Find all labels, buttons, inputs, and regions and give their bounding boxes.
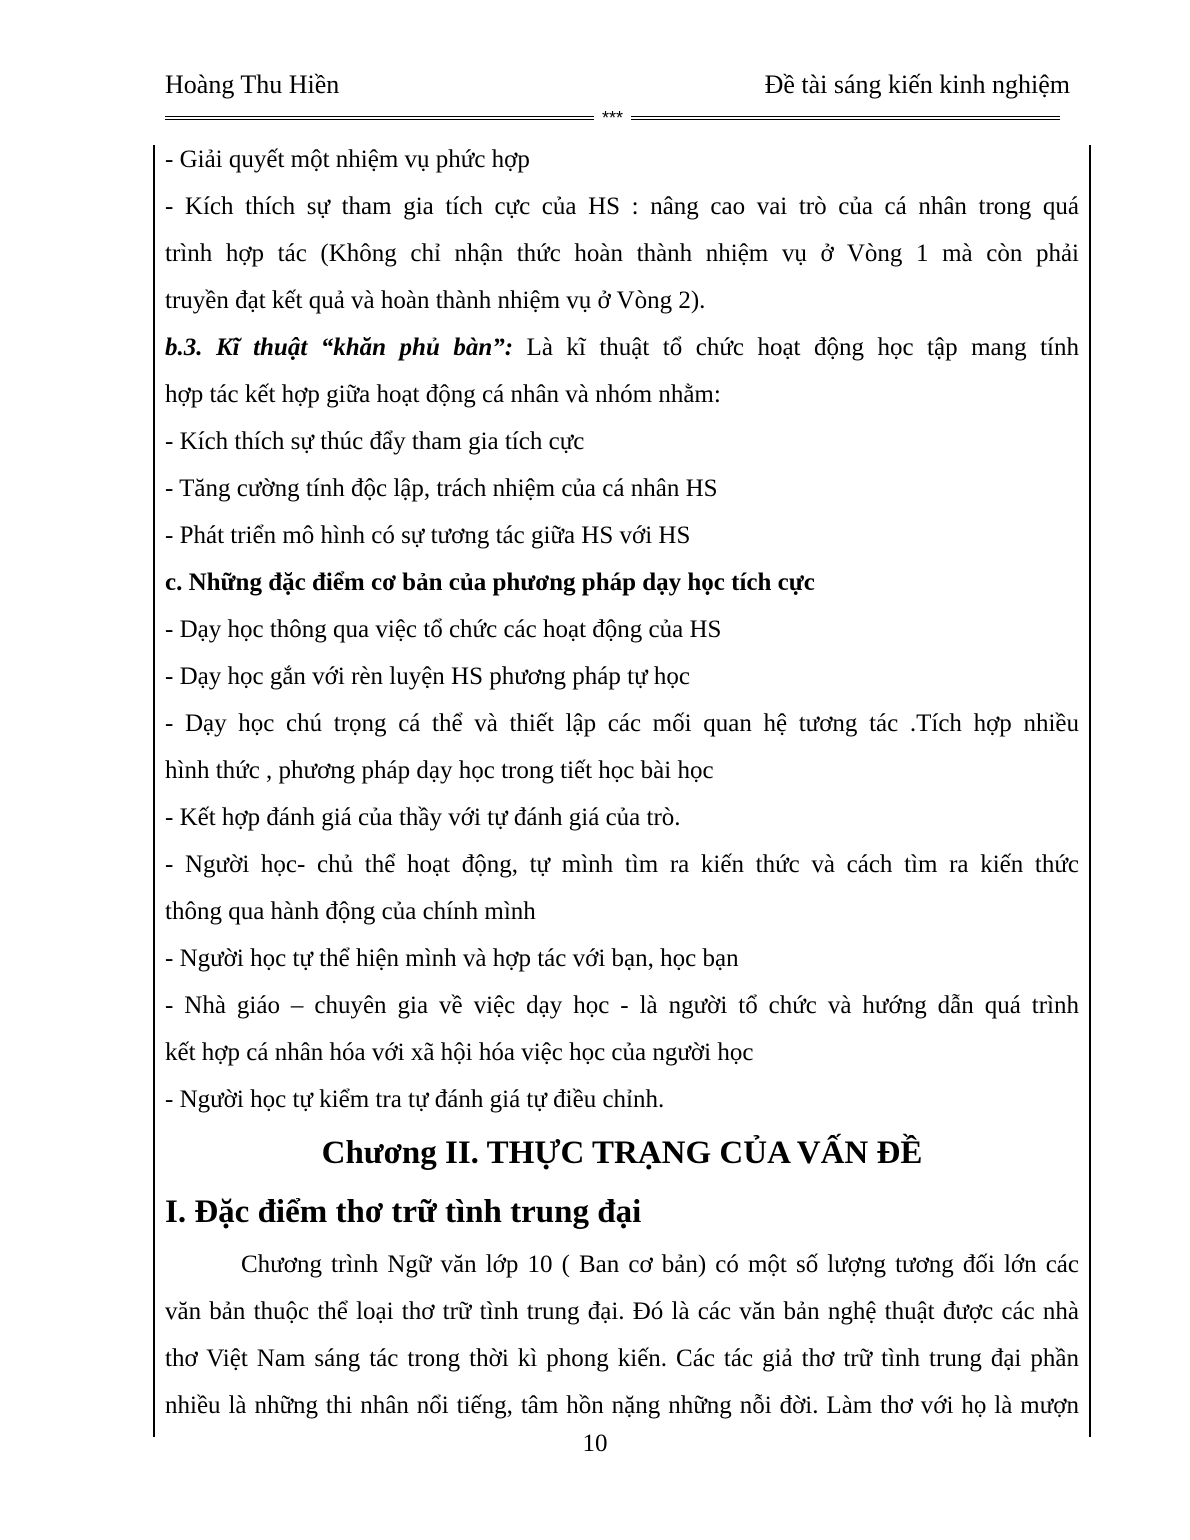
text-line: hình thức , phương pháp dạy học trong tiết học bài học <box>165 757 714 784</box>
text-line: truyền đạt kết quả và hoàn thành nhiệm vụ ở Vòng 2). <box>165 287 706 314</box>
separator-line-left <box>165 116 594 120</box>
list-item: - Nhà giáo – chuyên gia về việc dạy học - là người tổ chức và hướng dẫn quá trình <box>165 992 1079 1019</box>
header-author: Hoàng Thu Hiền <box>165 70 340 99</box>
text-line: - Giải quyết một nhiệm vụ phức hợp <box>165 146 530 173</box>
list-item: - Kích thích sự thúc đẩy tham gia tích cực <box>165 428 585 455</box>
text-line: hợp tác kết hợp giữa hoạt động cá nhân và nhóm nhằm: <box>165 381 721 408</box>
list-item: - Dạy học chú trọng cá thể và thiết lập các mối quan hệ tương tác .Tích hợp nhiều <box>165 710 1079 737</box>
text-line: thông qua hành động của chính mình <box>165 898 536 925</box>
header-separator <box>165 110 1060 126</box>
list-item: - Kết hợp đánh giá của thầy với tự đánh giá của trò. <box>165 804 681 831</box>
page-content <box>165 136 1079 1429</box>
list-item: - Tăng cường tính độc lập, trách nhiệm của cá nhân HS <box>165 475 718 502</box>
list-item: - Người học tự thể hiện mình và hợp tác với bạn, học bạn <box>165 945 739 972</box>
technique-heading-line <box>165 324 1079 371</box>
technique-heading: b.3. Kĩ thuật “khăn phủ bàn”: <box>165 334 514 361</box>
paragraph-line: nhiều là những thi nhân nổi tiếng, tâm hồn nặng những nỗi đời. Làm thơ với họ là mượn <box>165 1392 1079 1419</box>
page-header <box>165 70 1070 106</box>
separator-stars: *** <box>602 110 624 126</box>
subsection-heading: c. Những đặc điểm cơ bản của phương pháp dạy học tích cực <box>165 569 815 596</box>
text-line: kết hợp cá nhân hóa với xã hội hóa việc học của người học <box>165 1039 754 1066</box>
list-item: - Người học tự kiểm tra tự đánh giá tự điều chỉnh. <box>165 1086 665 1113</box>
separator-line-right <box>631 116 1060 120</box>
technique-description: Là kĩ thuật tổ chức hoạt động học tập mang tính <box>513 334 1079 361</box>
right-border <box>1089 145 1091 1437</box>
paragraph-line: Chương trình Ngữ văn lớp 10 ( Ban cơ bản) có một số lượng tương đối lớn các <box>241 1251 1079 1278</box>
paragraph-line: văn bản thuộc thể loại thơ trữ tình trung đại. Đó là các văn bản nghệ thuật được các nhà <box>165 1298 1079 1325</box>
text-line: trình hợp tác (Không chỉ nhận thức hoàn thành nhiệm vụ ở Vòng 1 mà còn phải <box>165 240 1079 267</box>
text-line: - Kích thích sự tham gia tích cực của HS : nâng cao vai trò của cá nhân trong quá <box>165 193 1079 220</box>
list-item: - Dạy học thông qua việc tổ chức các hoạt động của HS <box>165 616 722 643</box>
left-border <box>153 145 155 1437</box>
chapter-title: Chương II. THỰC TRẠNG CỦA VẤN ĐỀ <box>321 1135 923 1171</box>
section-title: I. Đặc điểm thơ trữ tình trung đại <box>165 1194 642 1230</box>
list-item: - Dạy học gắn với rèn luyện HS phương pháp tự học <box>165 663 690 690</box>
list-item: - Phát triển mô hình có sự tương tác giữa HS với HS <box>165 522 691 549</box>
header-topic: Đề tài sáng kiến kinh nghiệm <box>764 70 1070 99</box>
paragraph-line: thơ Việt Nam sáng tác trong thời kì phong kiến. Các tác giả thơ trữ tình trung đại phần <box>165 1345 1079 1372</box>
page-number: 10 <box>582 1430 608 1457</box>
list-item: - Người học- chủ thể hoạt động, tự mình tìm ra kiến thức và cách tìm ra kiến thức <box>165 851 1079 878</box>
